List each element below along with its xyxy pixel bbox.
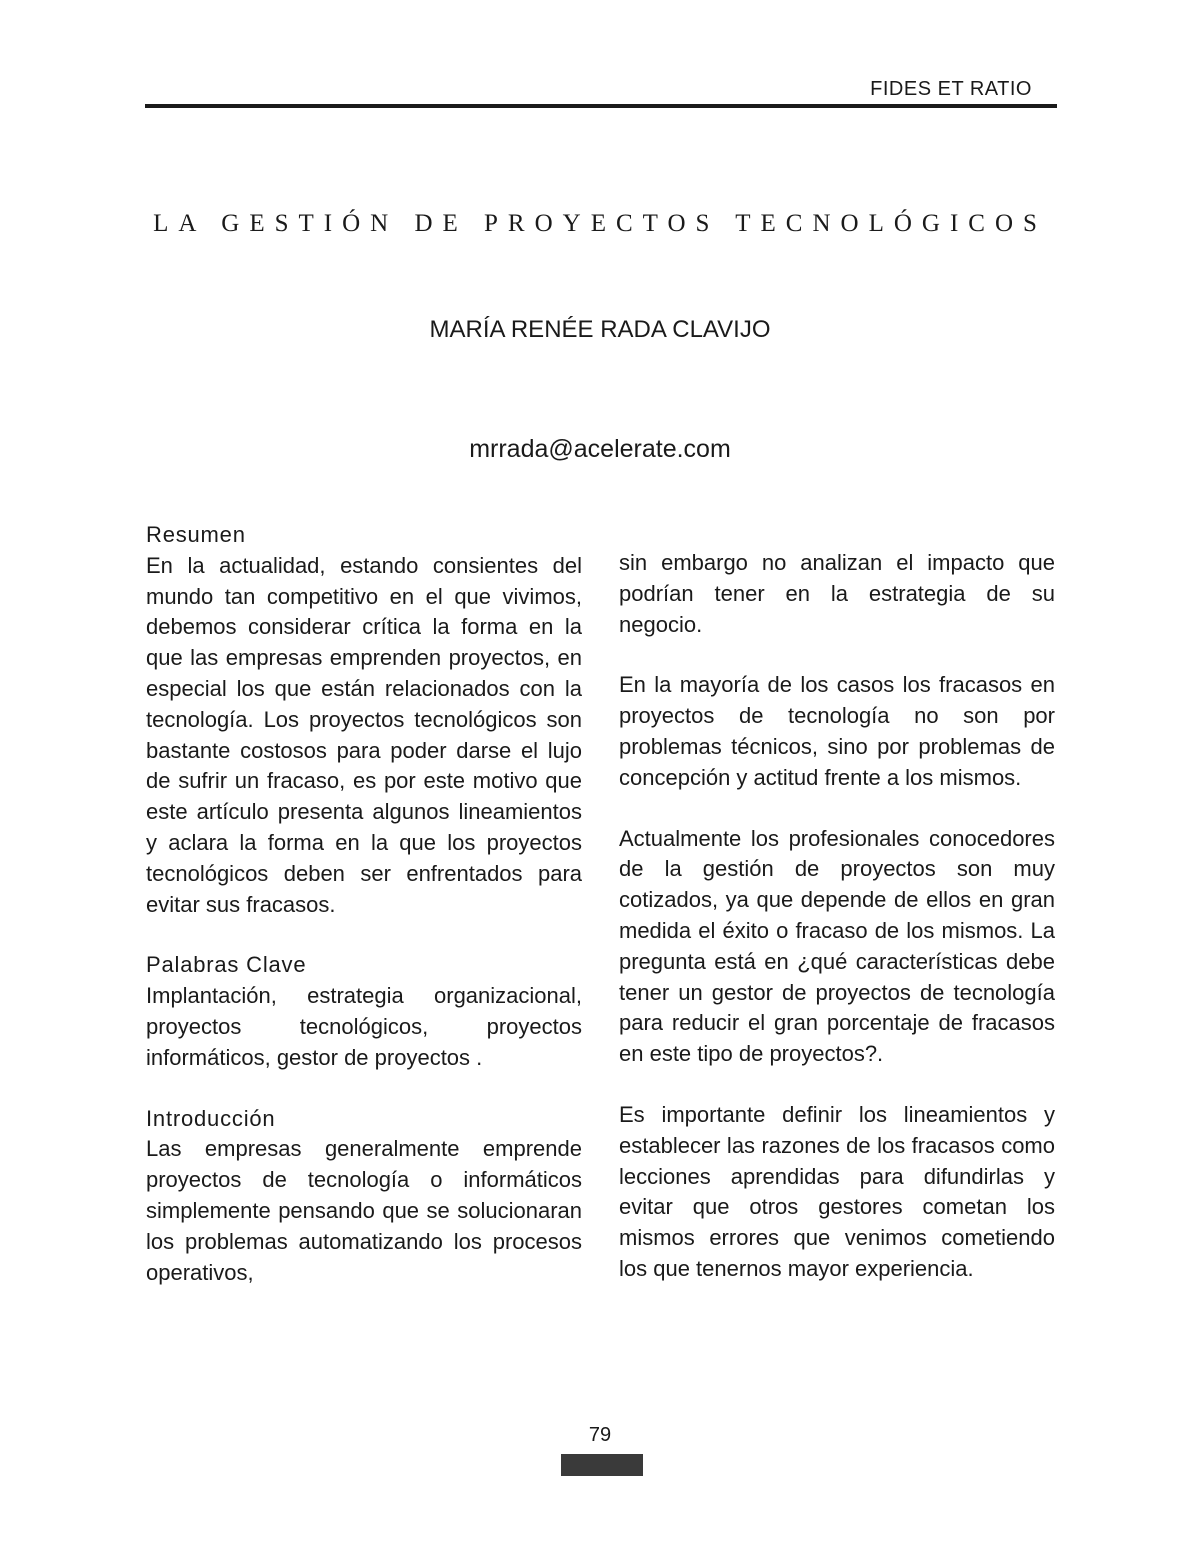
body-paragraph: Es importante definir los lineamientos y establecer las razones de los fracasos como lecciones aprendidas para difundirlas y evitar que otros gestores cometan los mismos errores que venimos cometiendo los que tenernos mayor experiencia. <box>619 1101 1055 1281</box>
right-column <box>619 548 1055 1285</box>
keywords-text: Implantación, estrategia organizacional, proyectos tecnológicos, proyectos informáticos, gestor de proyectos . <box>146 983 582 1070</box>
page-number: 79 <box>588 1424 612 1446</box>
header-rule <box>145 104 1057 108</box>
author-email: mrrada@acelerate.com <box>469 435 731 463</box>
article-author: MARÍA RENÉE RADA CLAVIJO <box>429 316 771 343</box>
body-paragraph: Actualmente los profesionales conocedores de la gestión de proyectos son muy cotizados, ya que depende de ellos en gran medida el éxito o fracaso de los mismos. La pregunta está en ¿qué características debe tener un gestor de proyectos de tecnología para reducir el gran porcentaje de fracasos en este tipo de proyectos?. <box>619 825 1055 1067</box>
introduction-heading: Introducción <box>146 1105 276 1131</box>
introduction-text: Las empresas generalmente emprende proyectos de tecnología o informáticos simplemente pensando que se solucionaran los problemas automatizando los procesos operativos, <box>146 1136 582 1285</box>
keywords-heading: Palabras Clave <box>146 952 307 978</box>
running-head-journal: FIDES ET RATIO <box>870 78 1032 100</box>
page-tab-marker <box>561 1454 643 1476</box>
body-paragraph: sin embargo no analizan el impacto que podrían tener en la estrategia de su negocio. <box>619 550 1055 637</box>
left-column <box>146 520 582 1288</box>
abstract-heading: Resumen <box>146 522 246 547</box>
body-paragraph: En la mayoría de los casos los fracasos en proyectos de tecnología no son por problemas técnicos, sino por problemas de concepción y actitud frente a los mismos. <box>619 672 1055 790</box>
article-title: LA GESTIÓN DE PROYECTOS TECNOLÓGICOS <box>153 210 1047 237</box>
abstract-text: En la actualidad, estando consientes del mundo tan competitivo en el que vivimos, debemos considerar crítica la forma en la que las empresas emprenden proyectos, en especial los que están relacionados con la tecnología. Los proyectos tecnológicos son bastante costosos para poder darse el lujo de sufrir un fracaso, es por este motivo que este artículo presenta algunos lineamientos y aclara la forma en la que los proyectos tecnológicos deben ser enfrentados para evitar sus fracasos. <box>146 552 582 917</box>
